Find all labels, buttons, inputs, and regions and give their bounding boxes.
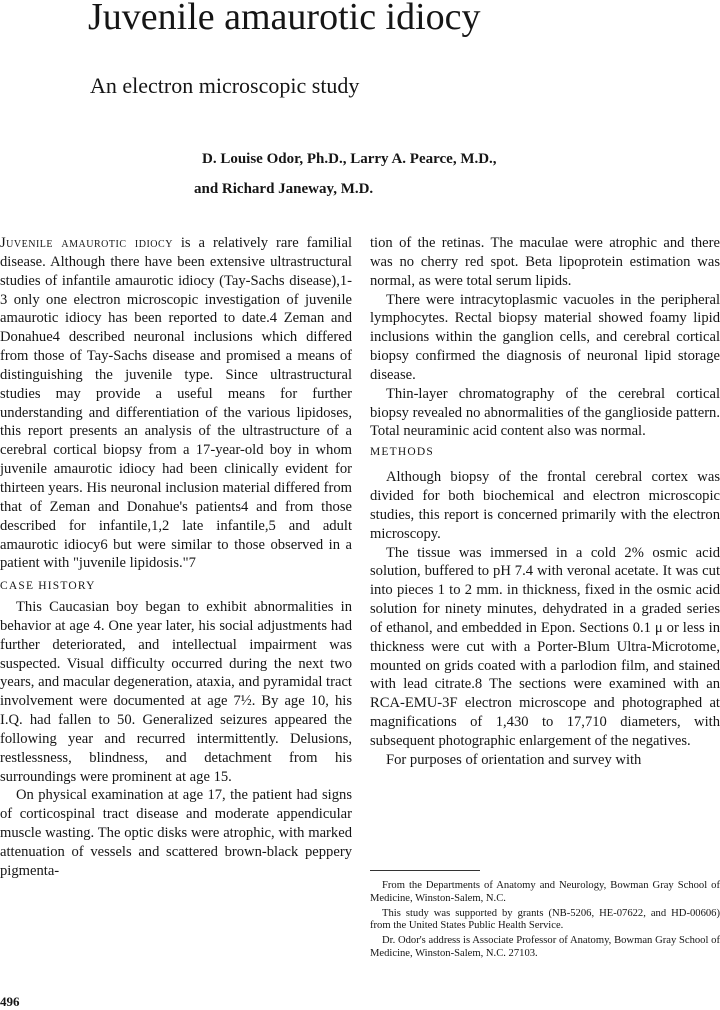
author-list — [194, 144, 497, 204]
case-paragraph-2-continued: tion of the retinas. The maculae were atrophic and there was no cherry red spot. Beta lipoprotein estimation was normal, as were total serum lipids. — [370, 235, 720, 289]
intro-paragraph — [0, 234, 352, 573]
methods-paragraph-3: For purposes of orientation and survey with — [386, 751, 642, 768]
footnote-address: Dr. Odor's address is Associate Professor of Anatomy, Bowman Gray School of Medicine, Winston-Salem, N.C. 27103. — [370, 935, 720, 959]
footnotes — [370, 880, 720, 963]
right-column — [370, 234, 720, 770]
case-paragraph-4: Thin-layer chromatography of the cerebral cortical biopsy revealed no abnormalities of the ganglioside pattern. Total neuraminic acid content also was normal. — [370, 385, 720, 440]
page-number: 496 — [0, 994, 20, 1009]
footnote-affiliation: From the Departments of Anatomy and Neurology, Bowman Gray School of Medicine, Winston-Salem, N.C. — [370, 880, 720, 904]
case-history-heading: CASE HISTORY — [0, 580, 96, 593]
author-line-1: D. Louise Odor, Ph.D., Larry A. Pearce, M.D., — [202, 151, 497, 167]
left-column — [0, 234, 352, 881]
article-title: Juvenile amaurotic idiocy — [88, 0, 481, 38]
intro-text: is a relatively rare familial disease. Although there have been extensive ultrastructural studies of infantile amaurotic idiocy (Tay-Sachs disease),1-3 only one electron microscopic investigation of juvenile amaurotic idiocy has been reported to date.4 Zeman and Donahue4 described neuronal inclusions which differed from those of Tay-Sachs disease and promised a means of distinguishing the juvenile type. Since ultrastructural studies may provide a useful means for further understanding and differentiation of the various lipidoses, this report presents an analysis of the ultrastructure of a cerebral cortical biopsy from a 17-year-old boy in whom juvenile amaurotic idiocy had been clinically evident for thirteen years. His neuronal inclusion material differed from that of Zeman and Donahue's patients4 and from those described for infantile,1,2 late infantile,5 and adult amaurotic idiocy6 but were similar to those observed in a patient with "juvenile lipidosis."7 — [0, 235, 352, 572]
case-paragraph-2: On physical examination at age 17, the patient had signs of corticospinal tract disease and moderate appendicular muscle wasting. The optic disks were atrophic, with marked attenuation of vessels and scattered brown-black peppery pigmenta- — [0, 787, 352, 879]
footnote-funding: This study was supported by grants (NB-5206, HE-07622, and HD-00606) from the United States Public Health Service. — [370, 907, 720, 932]
intro-lead-words: Juvenile amaurotic idiocy — [0, 235, 173, 251]
methods-heading: METHODS — [370, 446, 434, 459]
methods-paragraph-1: Although biopsy of the frontal cerebral cortex was divided for both biochemical and electron microscopic studies, this report is concerned primarily with the electron microscopy. — [370, 469, 720, 542]
article-subtitle: An electron microscopic study — [90, 73, 360, 98]
case-paragraph-3: There were intracytoplasmic vacuoles in the peripheral lymphocytes. Rectal biopsy material showed foamy lipid inclusions within the ganglion cells, and cerebral cortical biopsy confirmed the diagnosis of neuronal lipid storage disease. — [370, 291, 720, 383]
footnote-divider — [370, 870, 480, 871]
case-paragraph-1: This Caucasian boy began to exhibit abnormalities in behavior at age 4. One year later, his social adjustments had further deteriorated, and intellectual impairment was suspected. Visual difficulty occurred during the next two years, and macular degeneration, ataxia, and pyramidal tract involvement were documented at age 7½. By age 10, his I.Q. had fallen to 50. Generalized seizures appeared the following year and recurred intermittently. Delusions, restlessness, blindness, and detachment from his surroundings were prominent at age 15. — [0, 599, 352, 785]
methods-paragraph-2: The tissue was immersed in a cold 2% osmic acid solution, buffered to pH 7.4 with veronal acetate. It was cut into pieces 1 to 2 mm. in thickness, fixed in the osmic acid solution for ninety minutes, dehydrated in a graded series of ethanol, and embedded in Epon. Sections 0.1 μ or less in thickness were cut with a Porter-Blum Ultra-Microtome, mounted on grids coated with a parlodion film, and stained with lead citrate.8 The sections were examined with an RCA-EMU-3F electron microscope and photographed at magnifications of 1,430 to 17,710 diameters, with subsequent photographic enlargement of the negatives. — [370, 544, 720, 749]
author-line-2: and Richard Janeway, M.D. — [194, 181, 374, 197]
